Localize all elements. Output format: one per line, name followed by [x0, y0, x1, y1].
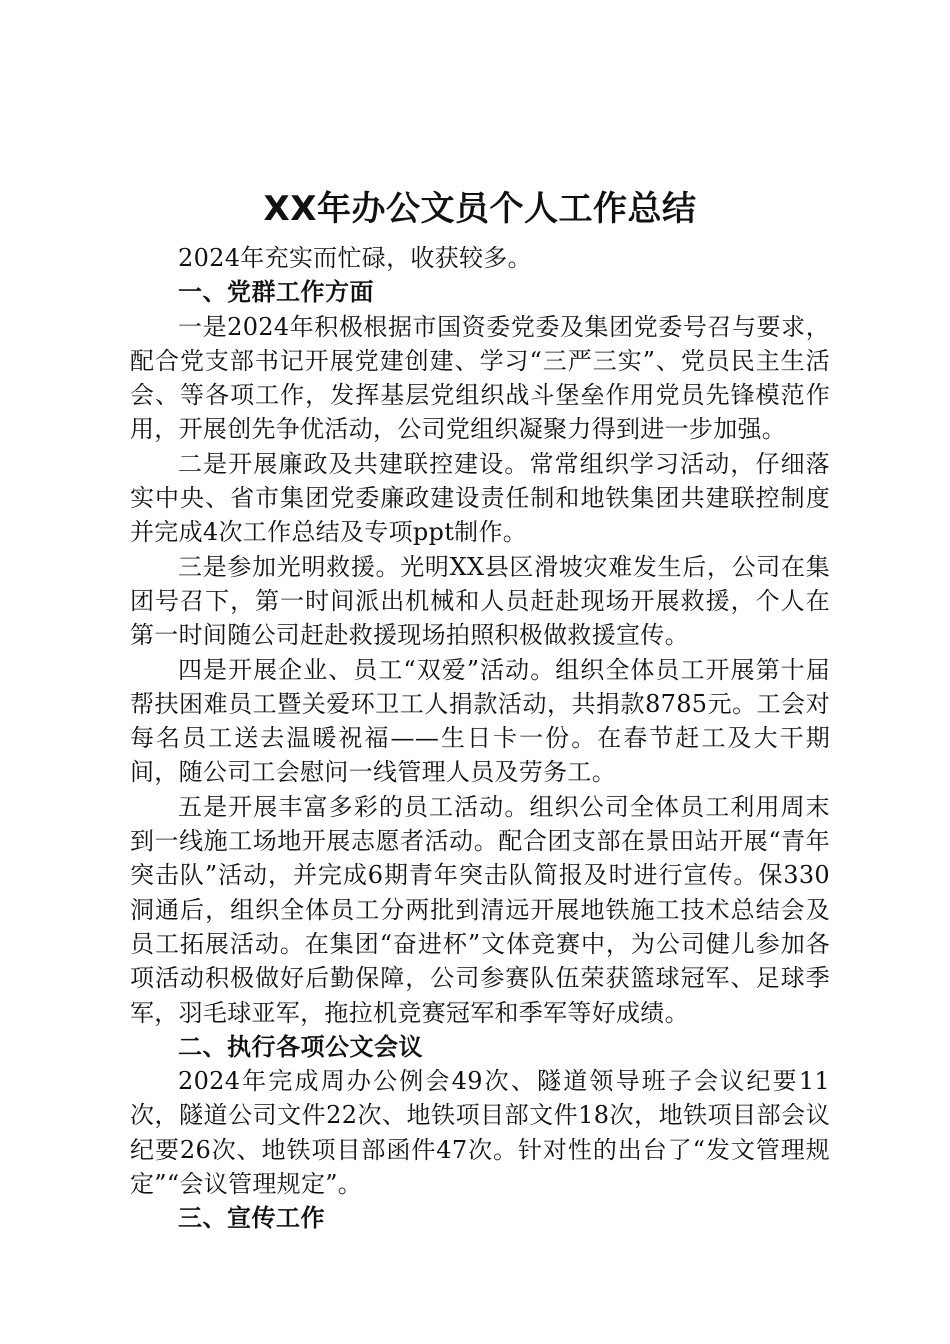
paragraph-party-building: 一是2024年积极根据市国资委党委及集团党委号召与要求，配合党支部书记开展党建创建、学习“三严三实”、党员民主生活会、等各项工作，发挥基层党组织战斗堡垒作用党员先锋模范作用，开展创先争优活动，公司党组织凝聚力得到进一步加强。	[130, 312, 830, 444]
document-body	[130, 183, 830, 1236]
intro-paragraph: 2024年充实而忙碌，收获较多。	[178, 244, 532, 272]
paragraph-double-love: 四是开展企业、员工“双爱”活动。组织全体员工开展第十届帮扶困难员工暨关爱环卫工人捐款活动，共捐款8785元。工会对每名员工送去温暖祝福——生日卡一份。在春节赶工及大干期间，随公司工会慰问一线管理人员及劳务工。	[130, 655, 830, 787]
section-heading-documents-meetings: 二、执行各项公文会议	[178, 1032, 423, 1061]
document-title: XX年办公文员个人工作总结	[263, 189, 697, 229]
section-heading-publicity: 三、宣传工作	[178, 1204, 325, 1233]
paragraph-rescue: 三是参加光明救援。光明XX县区滑坡灾难发生后，公司在集团号召下，第一时间派出机械和人员赶赴现场开展救援，个人在第一时间随公司赶赴救援现场拍照积极做救援宣传。	[130, 552, 830, 650]
paragraph-integrity-building: 二是开展廉政及共建联控建设。常常组织学习活动，仔细落实中央、省市集团党委廉政建设责任制和地铁集团共建联控制度并完成4次工作总结及专项ppt制作。	[130, 449, 830, 547]
paragraph-documents-meetings: 2024年完成周办公例会49次、隧道领导班子会议纪要11次，隧道公司文件22次、地铁项目部文件18次，地铁项目部会议纪要26次、地铁项目部函件47次。针对性的出台了“发文管理规定”“会议管理规定”。	[130, 1067, 830, 1199]
paragraph-staff-activities: 五是开展丰富多彩的员工活动。组织公司全体员工利用周末到一线施工场地开展志愿者活动。配合团支部在景田站开展“青年突击队”活动，并完成6期青年突击队简报及时进行宣传。保330洞通后，组织全体员工分两批到清远开展地铁施工技术总结会及员工拓展活动。在集团“奋进杯”文体竞赛中，为公司健儿参加各项活动积极做好后勤保障，公司参赛队伍荣获篮球冠军、足球季军，羽毛球亚军，拖拉机竞赛冠军和季军等好成绩。	[130, 792, 830, 1027]
section-heading-party-work: 一、党群工作方面	[178, 278, 374, 307]
